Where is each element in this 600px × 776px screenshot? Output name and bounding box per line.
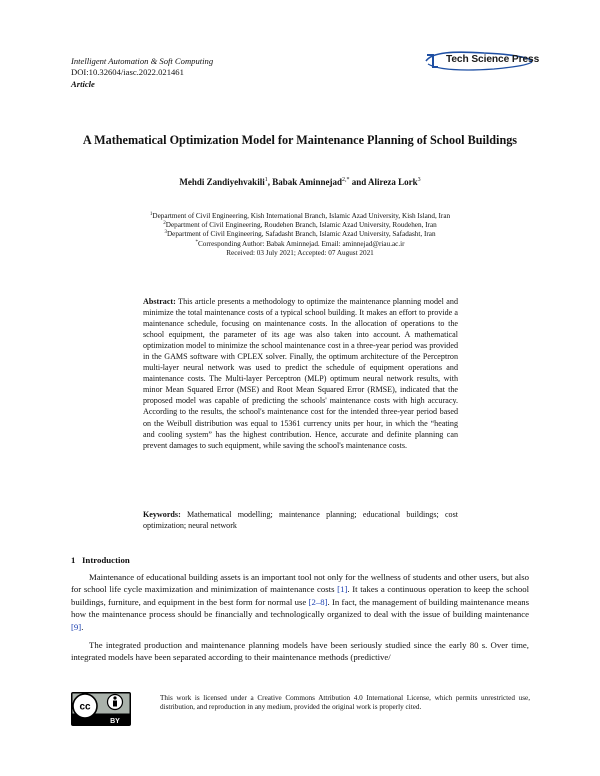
citation-link[interactable]: [9] <box>71 621 82 632</box>
paragraph: The integrated production and maintenance planning models have been seriously studied since the early 80 s. Over time, integrated models have been separated according to their maintenance methods (predictive/ <box>71 640 529 663</box>
keywords <box>143 509 458 531</box>
author-separator: , <box>267 177 273 187</box>
citation-link[interactable]: [2–8] <box>308 596 328 607</box>
author-sup: 3 <box>417 177 421 183</box>
paper-title: A Mathematical Optimization Model for Maintenance Planning of School Buildings <box>82 133 518 147</box>
author-list <box>60 176 540 188</box>
article-type: Article <box>71 79 95 89</box>
paragraph: Maintenance of educational building assets is an important tool not only for the wellness of students and other users, but also for school life cycle maximization and minimization of maintenance costs [1]. It takes a continuous operation to keep the school buildings, furniture, and equipment in the best form for normal use [2–8]. In fact, the management of building maintenance means how the maintenance process should be financially and technologically organized to deal with the issue of building maintenance [9]. <box>71 572 530 632</box>
keywords-text: Mathematical modelling; maintenance planning; educational buildings; cost optimization; neural network <box>143 510 458 531</box>
abstract <box>143 296 458 451</box>
abstract-label: Abstract: <box>143 297 176 306</box>
affiliation-line: $^1$Department of Civil Engineering, Kish International Branch, Islamic Azad University, Kish Island, Iran <box>149 212 451 220</box>
abstract-text: This article presents a methodology to optimize the maintenance planning model and minimize the total maintenance costs of a typical school building. It makes an effort to provide a maintenance schedule, focusing on maintenance costs. In the allocation of operations to the school equipment, the parameter of its age was also taken into account. A mathematical optimization model to minimize the school maintenance cost in a three-year period was provided in the GAMS software with CPLEX solver. Finally, the optimum architecture of the Perceptron multi-layer neural network was used to predict the schedule of equipment operations and maintenance costs. The Multi-layer Perceptron (MLP) optimum neural network results, with minor Mean Squared Error (MSE) and Root Mean Squared Error (RMSE), indicated that the proposed model was capable of predicting the schools' maintenance costs with high accuracy. According to the results, the school's maintenance cost for the intended three-year period based on the Weibull distribution was equal to 15361 currency units per hour, in which the “heating and cooling system” has the highest contribution. Hence, accurate and definite planning can prevent damages to such equipment, while saving the school's maintenance costs. <box>143 297 458 450</box>
received-accepted-dates: Received: 03 July 2021; Accepted: 07 August 2021 <box>226 248 374 257</box>
affiliation-line: $^2$Department of Civil Engineering, Roudehen Branch, Islamic Azad University, Roudehen, Iran <box>163 221 437 230</box>
author-name: Babak Aminnejad <box>272 177 342 187</box>
section-number: 1 <box>71 555 76 565</box>
author-sup: 2,* <box>341 177 350 183</box>
journal-name: Intelligent Automation & Soft Computing <box>71 56 214 66</box>
publisher-name: Tech Science Press <box>446 54 540 65</box>
section-title: Introduction <box>82 555 130 565</box>
author-name: Alireza Lork <box>368 177 418 187</box>
body-text <box>71 571 529 664</box>
cc-label: cc <box>79 701 91 713</box>
author-sup: 1 <box>264 177 268 183</box>
author-separator: and <box>349 177 368 187</box>
doi: DOI:10.32604/iasc.2022.021461 <box>71 67 184 77</box>
affiliations <box>60 212 540 258</box>
corresponding-author: *Corresponding Author: Babak Aminnejad. Email: aminnejad@riau.ac.ir <box>195 239 405 248</box>
keywords-label: Keywords: <box>143 510 181 519</box>
citation-link[interactable]: [1] <box>337 584 348 595</box>
author-name: Mehdi Zandiyehvakili <box>179 177 265 187</box>
section-heading <box>71 555 130 565</box>
creative-commons-by-icon[interactable] <box>71 692 131 726</box>
affiliation-line: $^3$Department of Civil Engineering, Safadasht Branch, Islamic Azad University, Safadasht, Iran <box>164 230 436 239</box>
license-text: This work is licensed under a Creative Commons Attribution 4.0 International License, which permits unrestricted use, distribution, and reproduction in any medium, provided the original work is properly cited. <box>160 694 530 712</box>
by-label: BY <box>110 718 120 725</box>
